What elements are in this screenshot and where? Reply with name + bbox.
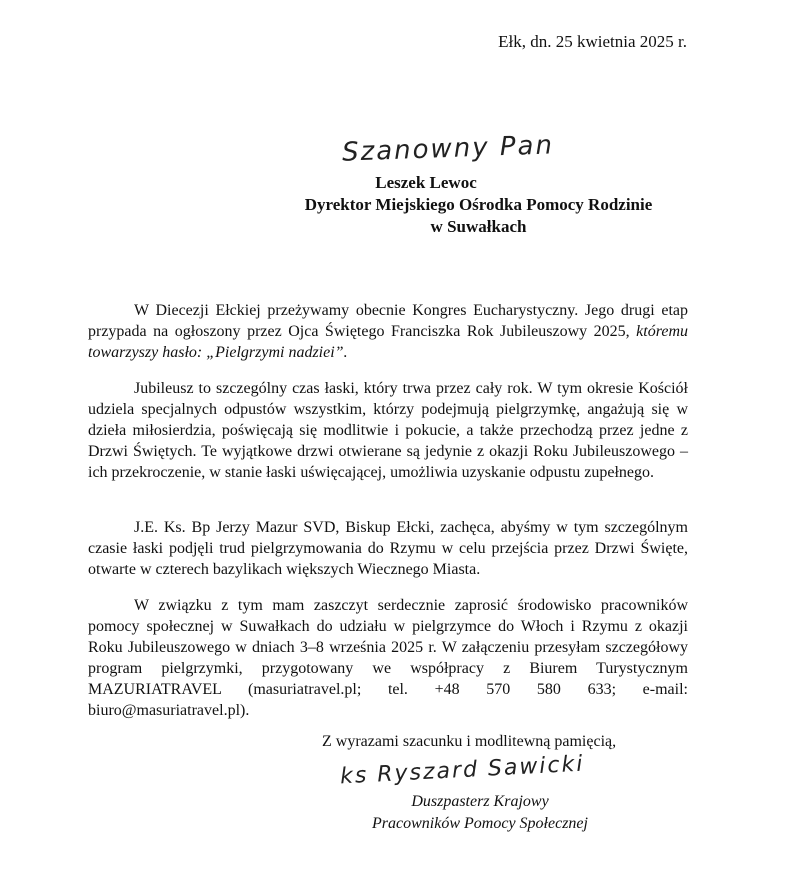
recipient-name: Leszek Lewoc — [375, 173, 477, 192]
recipient-title: Dyrektor Miejskiego Ośrodka Pomocy Rodzinie — [304, 195, 653, 214]
paragraph-4-text: W związku z tym mam zaszczyt serdecznie zaprosić środowisko pracowników pomocy społecznej w Suwałkach do udziału w pielgrzymce do Włoch i Rzymu z okazji Roku Jubileuszowego w dniach 3–8 września 2025 r. W załączeniu przesyłam szczegółowy program pielgrzymki, przygotowany we współpracy z Biurem Turystycznym MAZURIATRAVEL (masuriatravel.pl; tel. +48 570 580 633; e-mail: biuro@masuriatravel.pl). — [88, 597, 688, 719]
paragraph-1-text: W Diecezji Ełckiej przeżywamy obecnie Kongres Eucharystyczny. Jego drugi etap przypada na ogłoszony przez Ojca Świętego Franciszka Rok Jubileuszowy 2025, — [88, 302, 688, 340]
body-paragraph-3 — [88, 517, 688, 580]
signer-title-1: Duszpasterz Krajowy — [411, 793, 549, 810]
body-paragraph-1 — [88, 300, 688, 363]
body-paragraph-2 — [88, 378, 688, 483]
recipient-block — [0, 172, 797, 238]
body-paragraph-4 — [88, 595, 688, 721]
recipient-city: w Suwałkach — [430, 217, 527, 236]
handwritten-greeting: Szanowny Pan — [341, 130, 555, 168]
signer-title-2: Pracowników Pomocy Społecznej — [372, 815, 588, 832]
paragraph-3-text: J.E. Ks. Bp Jerzy Mazur SVD, Biskup Ełcki, zachęca, abyśmy w tym szczególnym czasie łaski podjęli trud pielgrzymowania do Rzymu w celu przejścia przez Drzwi Święte, otwarte w czterech bazylikach większych Wiecznego Miasta. — [88, 519, 688, 578]
place-date: Ełk, dn. 25 kwietnia 2025 r. — [498, 32, 687, 51]
paragraph-2-text: Jubileusz to szczególny czas łaski, który trwa przez cały rok. W tym okresie Kościół udziela specjalnych odpustów wszystkim, którzy podejmują pielgrzymkę, angażują się w dzieła miłosierdzia, poświęcają się modlitwie i pokucie, a także przechodzą przez jedne z Drzwi Świętych. Te wyjątkowe drzwi otwierane są jedynie z okazji Roku Jubileuszowego – ich przekroczenie, w stanie łaski uświęcającej, umożliwia uzyskanie odpustu zupełnego. — [88, 380, 688, 481]
closing-salutation: Z wyrazami szacunku i modlitewną pamięcią, — [322, 733, 617, 750]
paragraph-1-motto: któremu towarzyszy hasło: „Pielgrzymi nadziei”. — [88, 323, 688, 361]
handwritten-signature: ks Ryszard Sawicki — [339, 751, 585, 790]
